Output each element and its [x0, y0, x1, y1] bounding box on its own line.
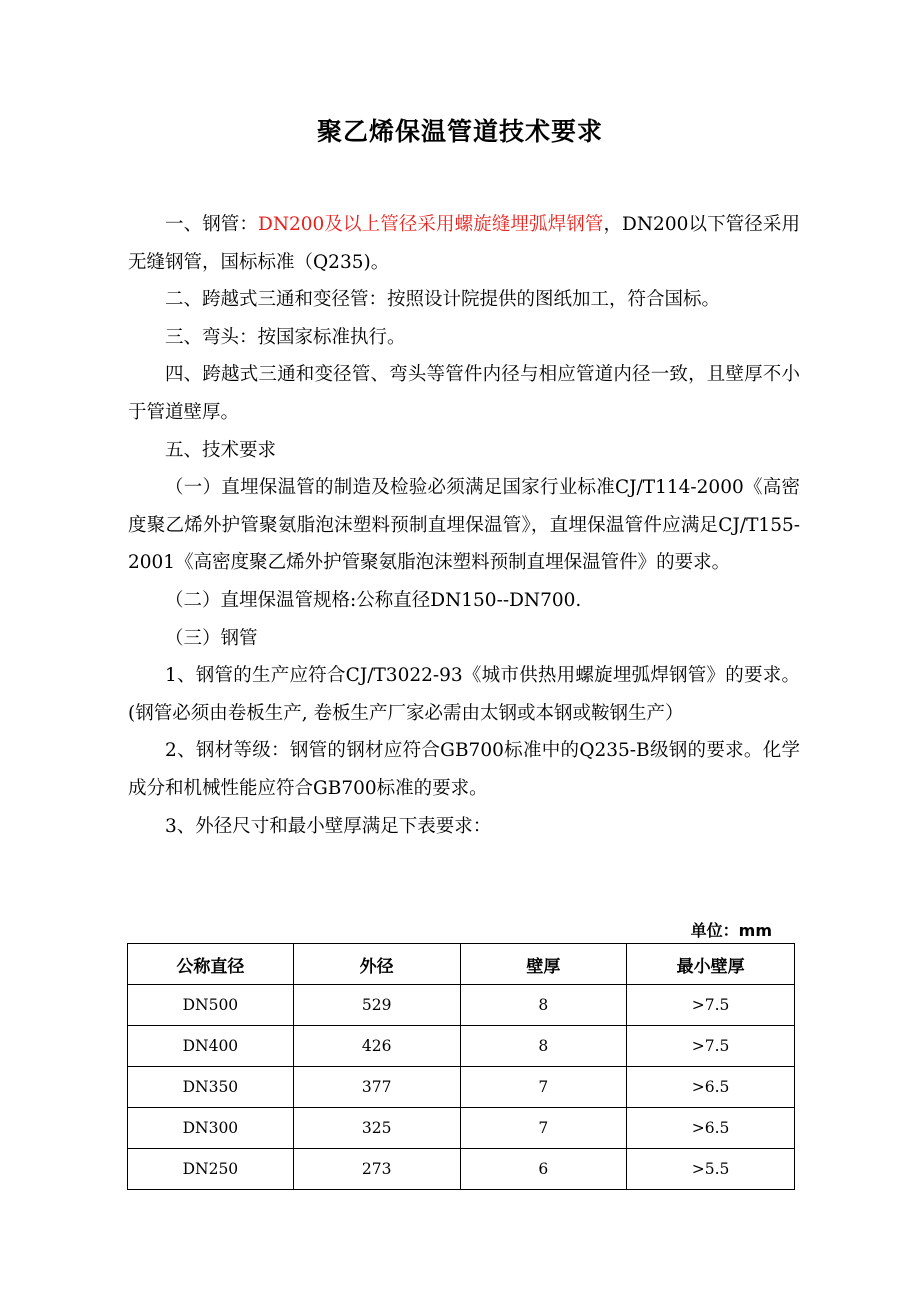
table-cell: 7	[460, 1067, 627, 1108]
table-cell: 529	[293, 985, 460, 1026]
table-cell: 273	[293, 1149, 460, 1190]
paragraph-steel-heading: （三）钢管	[165, 627, 258, 649]
paragraph-steel-grade: 2、钢材等级：钢管的钢材应符合GB700标准中的Q235-B级钢的要求。化学成分和机械性能应符合GB700标准的要求。	[128, 740, 800, 799]
steel-pipe-suffix: ，DN200以下管径采用无缝钢管，国标标准（Q235)。	[128, 214, 800, 273]
paragraph-tee-reducer: 二、跨越式三通和变径管：按照设计院提供的图纸加工，符合国标。	[165, 289, 721, 311]
header-wall-thickness: 壁厚	[460, 944, 627, 985]
table-cell: >6.5	[627, 1108, 795, 1149]
paragraph-tech-requirements: 五、技术要求	[165, 439, 277, 461]
table-cell: 7	[460, 1108, 627, 1149]
table-row	[128, 1108, 795, 1149]
document-body	[128, 206, 800, 845]
table-header-row	[128, 944, 795, 985]
paragraph-standard: （一）直埋保温管的制造及检验必须满足国家行业标准CJ/T114-2000《高密度聚乙烯外护管聚氨脂泡沫塑料预制直埋保温管》，直埋保温管件应满足CJ/T155-2001《高密度聚乙烯外护管聚氨脂泡沫塑料预制直埋保温管件》的要求。	[128, 477, 800, 574]
paragraph-steel-production: 1、钢管的生产应符合CJ/T3022-93《城市供热用螺旋埋弧焊钢管》的要求。(钢管必须由卷板生产, 卷板生产厂家必需由太钢或本钢或鞍钢生产）	[128, 665, 800, 724]
table-cell: DN300	[128, 1108, 294, 1149]
page-title: 聚乙烯保温管道技术要求	[316, 117, 603, 146]
table-cell: DN400	[128, 1026, 294, 1067]
steel-pipe-prefix: 一、钢管：	[165, 214, 258, 235]
table-cell: 426	[293, 1026, 460, 1067]
paragraph-fittings: 四、跨越式三通和变径管、弯头等管件内径与相应管道内径一致，且壁厚不小于管道壁厚。	[128, 364, 800, 423]
paragraph-dimensions: 3、外径尺寸和最小壁厚满足下表要求：	[165, 815, 492, 837]
paragraph-steel-pipe	[128, 206, 800, 281]
table-cell: >6.5	[627, 1067, 795, 1108]
table-cell: DN500	[128, 985, 294, 1026]
table-cell: DN350	[128, 1067, 294, 1108]
paragraph-spec: （二）直埋保温管规格:公称直径DN150--DN700.	[165, 589, 582, 611]
table-row	[128, 985, 795, 1026]
steel-pipe-highlight: DN200及以上管径采用螺旋缝埋弧焊钢管	[258, 214, 604, 235]
table-cell: 8	[460, 1026, 627, 1067]
paragraph-elbow: 三、弯头：按国家标准执行。	[165, 326, 406, 348]
table-row	[128, 1149, 795, 1190]
header-outer-diameter: 外径	[293, 944, 460, 985]
header-min-wall-thickness: 最小壁厚	[627, 944, 795, 985]
table-cell: >7.5	[627, 985, 795, 1026]
table-cell: 8	[460, 985, 627, 1026]
header-nominal-diameter: 公称直径	[128, 944, 294, 985]
dimension-table	[127, 943, 795, 1190]
table-cell: 6	[460, 1149, 627, 1190]
table-cell: >5.5	[627, 1149, 795, 1190]
table-cell: >7.5	[627, 1026, 795, 1067]
table-cell: DN250	[128, 1149, 294, 1190]
table-row	[128, 1026, 795, 1067]
unit-label: 单位：mm	[690, 921, 772, 940]
table-row	[128, 1067, 795, 1108]
table-cell: 325	[293, 1108, 460, 1149]
table-cell: 377	[293, 1067, 460, 1108]
